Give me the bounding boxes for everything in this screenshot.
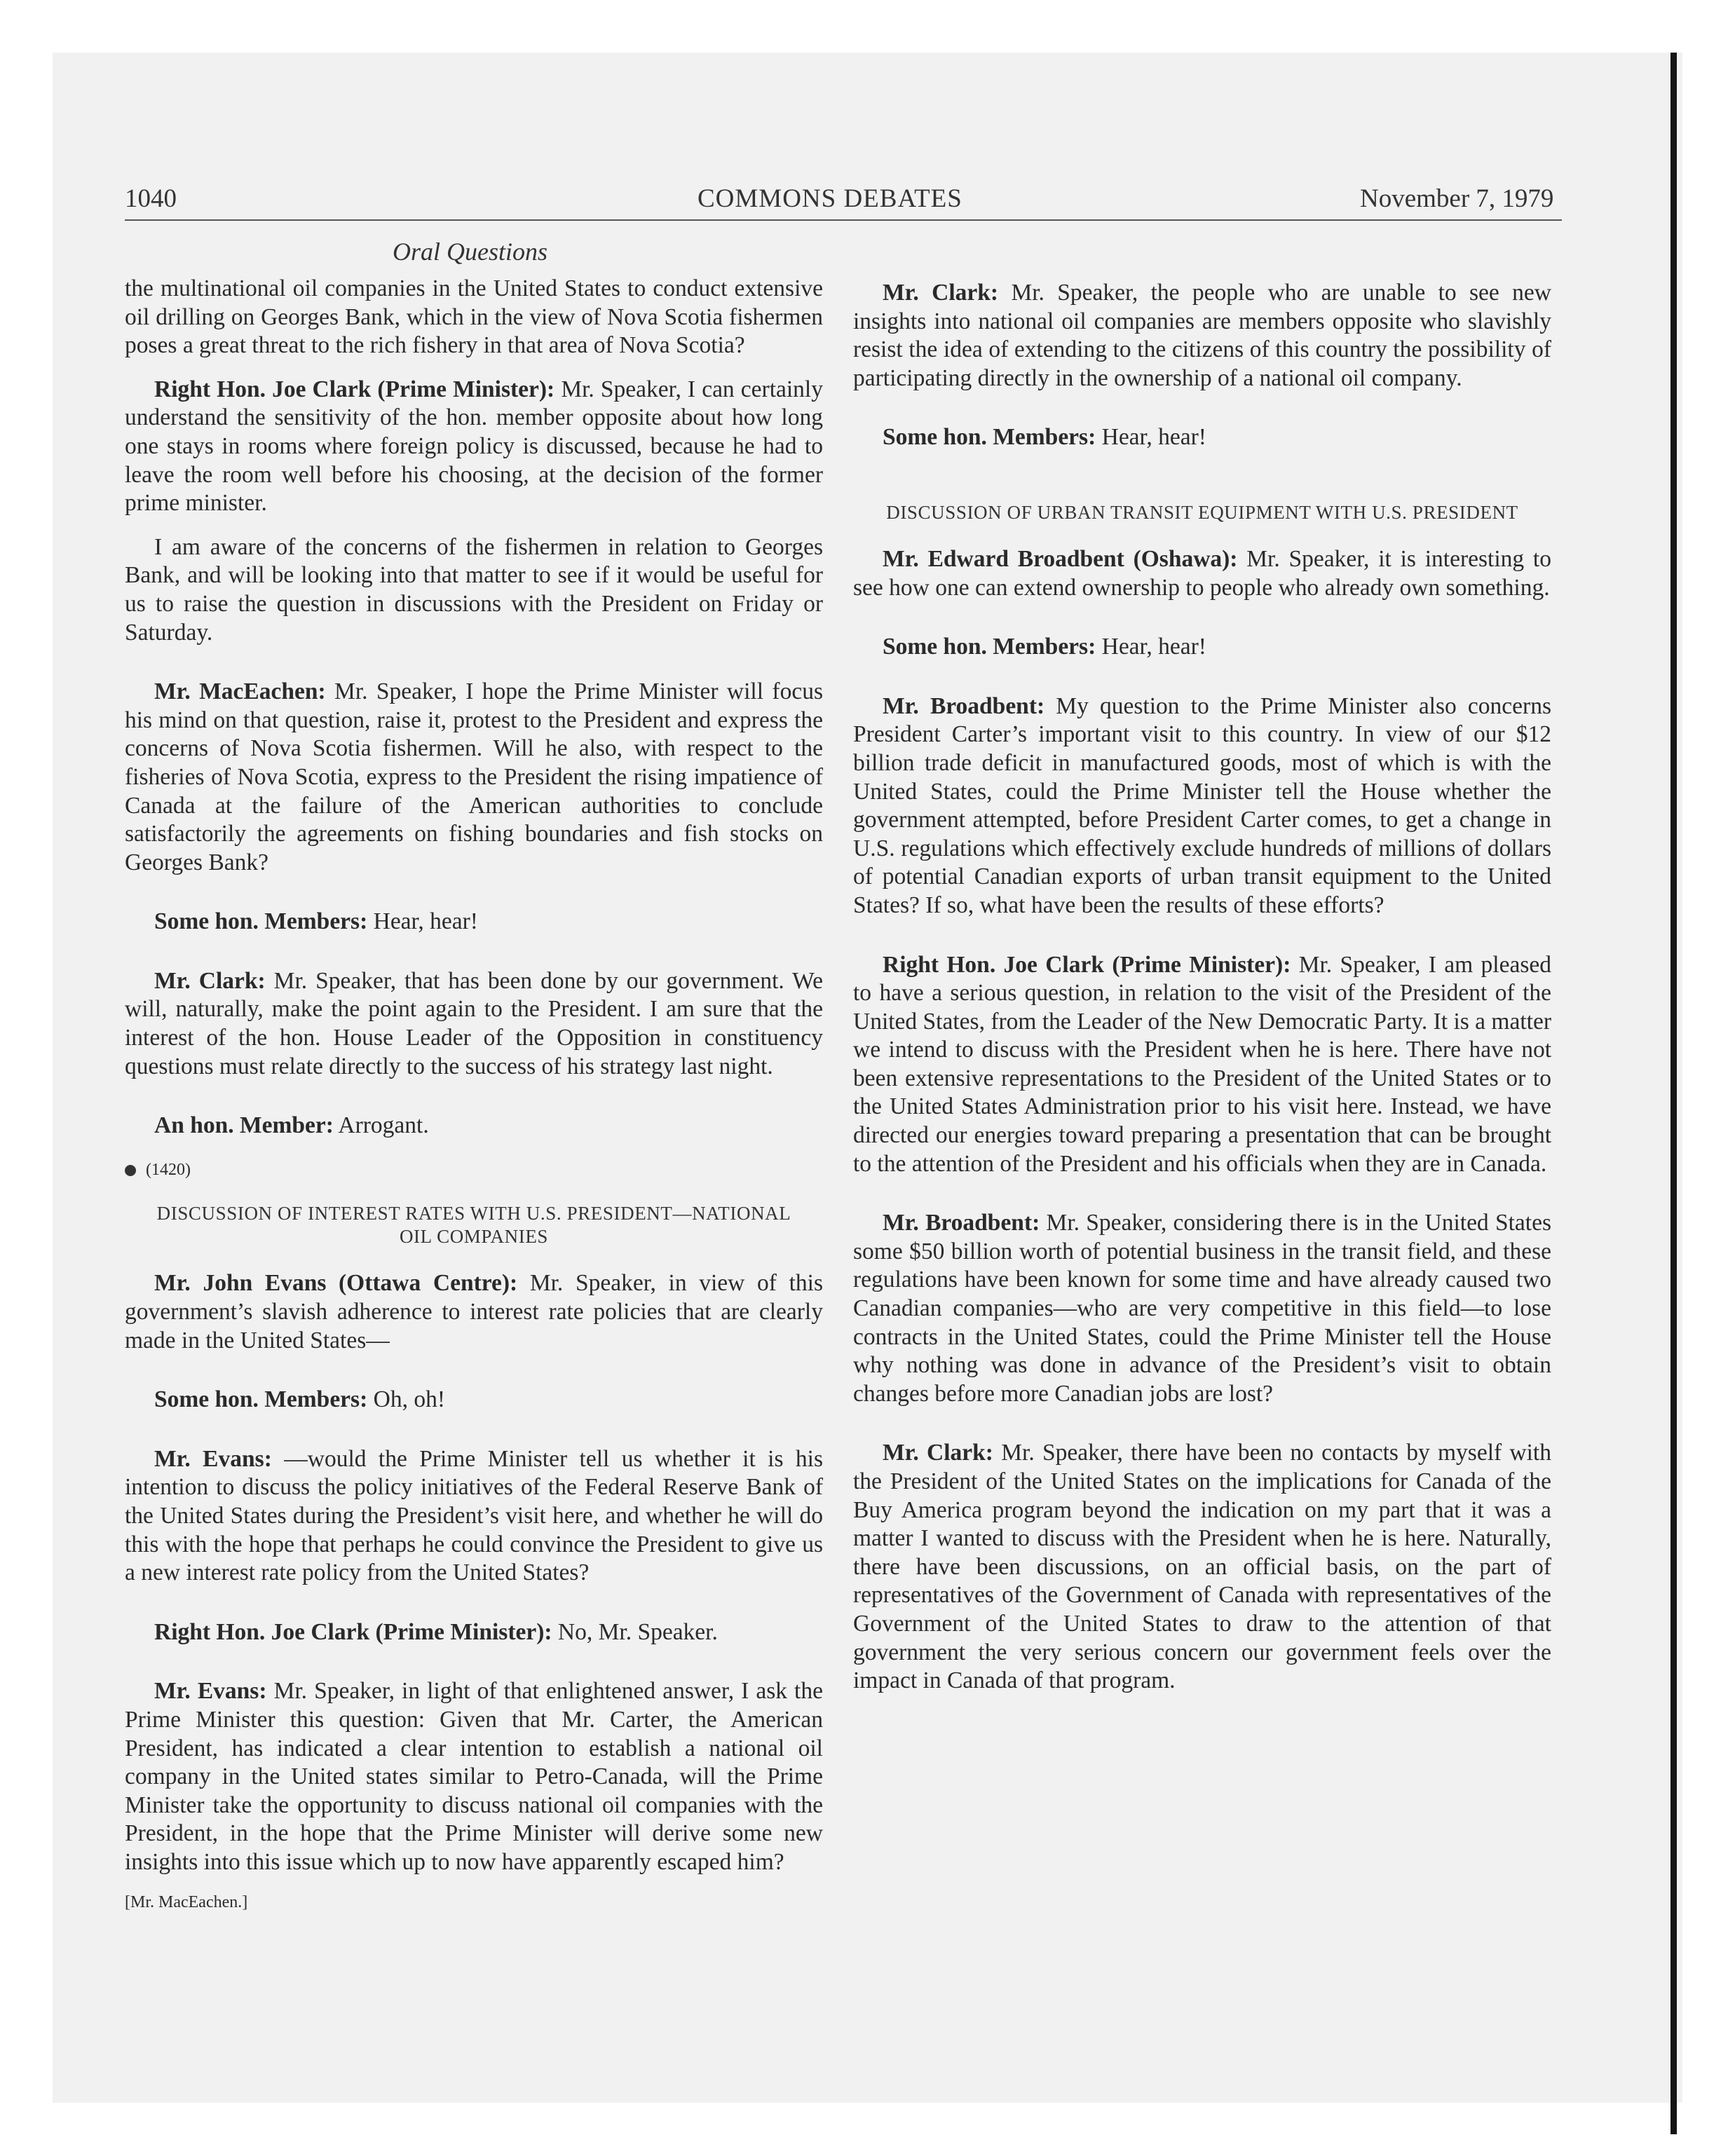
speaker-name: Mr. MacEachen: [154, 678, 326, 705]
paragraph [125, 376, 823, 518]
paragraph [853, 423, 1551, 452]
section-heading: DISCUSSION OF INTEREST RATES WITH U.S. PRESIDENT—NATIONAL OIL COMPANIES [156, 1203, 791, 1248]
paragraph [125, 1386, 823, 1414]
timestamp [125, 1156, 823, 1185]
header-rule [125, 219, 1562, 221]
paragraph [125, 1445, 823, 1588]
left-column [125, 275, 823, 1916]
speech-text: No, Mr. Speaker. [552, 1618, 718, 1645]
paragraph [853, 1209, 1551, 1408]
section-heading: DISCUSSION OF URBAN TRANSIT EQUIPMENT WITH U.S. PRESIDENT [886, 501, 1518, 523]
page-number: 1040 [125, 184, 177, 213]
speech-text: Arrogant. [333, 1112, 429, 1139]
paragraph [853, 1439, 1551, 1695]
speech-text: Mr. Speaker, considering there is in the United States some $50 billion worth of potential business in the transit field, and these regulations have been known for some time and have already caused two Canadian companies—who are very competitive in this field—to lose contracts in the United States, could the Prime Minister tell the House why nothing was done in advance of the President’s visit to obtain changes before more Canadian jobs are lost? [853, 1210, 1551, 1407]
speaker-name: Mr. Broadbent: [883, 1210, 1040, 1236]
speaker-name: Right Hon. Joe Clark (Prime Minister): [883, 951, 1291, 978]
speech-text: Mr. Speaker, I can certainly understand the sensitivity of the hon. member opposite about how long one stays in rooms where foreign policy is discussed, because he had to leave the room well before his choosing, at the decision of the former prime minister. [125, 376, 823, 517]
speaker-name: Mr. Evans: [154, 1445, 272, 1472]
paragraph [853, 951, 1551, 1179]
paragraph [125, 1677, 823, 1876]
speaker-name: Mr. Evans: [154, 1678, 267, 1705]
speaker-name: Mr. Clark: [154, 967, 266, 994]
paragraph [125, 1618, 823, 1647]
speaker-name: An hon. Member: [154, 1112, 334, 1139]
publication-date: November 7, 1979 [1360, 184, 1554, 213]
speech-text: Mr. Speaker, I hope the Prime Minister will focus his mind on that question, raise it, protest to the President and express the concerns of Nova Scotia fishermen. Will he also, with respect to the fisheries of Nova Scotia, express to the President the rising impatience of Canada at the failure of the American authorities to conclude satisfactorily the agreements on fishing boundaries and fish stocks on Georges Bank? [125, 678, 823, 875]
speaker-name: Mr. Clark: [883, 280, 999, 306]
publication-title: COMMONS DEBATES [698, 184, 962, 213]
speaker-name: Mr. Clark: [883, 1440, 993, 1466]
speech-text: Mr. Speaker, in view of this government’s slavish adherence to interest rate policies that are clearly made in the United States— [125, 1270, 823, 1353]
speaker-name: Right Hon. Joe Clark (Prime Minister): [154, 1618, 552, 1645]
speech-text: Mr. Speaker, there have been no contacts by myself with the President of the United States on the implications for Canada of the Buy America program beyond the indication on my part that it was a matter I wanted to discuss with the President when he is here. Naturally, there have been discussions, on an official basis, on the part of representatives of the Government of Canada with representatives of the Government of the United States to draw to the attention of that government the very serious concern our government feels over the impact in Canada of that program. [853, 1440, 1551, 1694]
speaker-name: Some hon. Members: [883, 634, 1096, 660]
paragraph [125, 967, 823, 1081]
speech-text: Hear, hear! [1096, 424, 1206, 451]
speech-text: Oh, oh! [367, 1386, 445, 1413]
speaker-name: Some hon. Members: [154, 908, 368, 935]
speech-text: Mr. Speaker, in light of that enlightened answer, I ask the Prime Minister this question: Given that Mr. Carter, the American President, has indicated a clear intention to establish a national oil company in the United states similar to Petro-Canada, will the Prime Minister take the opportunity to discuss national oil companies with the President, in the hope that the Prime Minister will derive some new insights into this issue which up to now have apparently escaped him? [125, 1678, 823, 1875]
speech-text: Mr. Speaker, I am pleased to have a serious question, in relation to the visit of the President of the United States, from the Leader of the New Democratic Party. It is a matter we intend to discuss with the President when he is here. There have not been extensive representations to the President of the United States or to the United States Administration prior to his visit here. Instead, we have directed our energies toward preparing a presentation that can be brought to the attention of the President and his officials when they are in Canada. [853, 951, 1551, 1177]
paragraph [125, 1269, 823, 1355]
section-label: Oral Questions [393, 238, 548, 266]
bullet-icon [125, 1165, 136, 1176]
right-column [853, 279, 1551, 1711]
paragraph [125, 1112, 823, 1140]
speech-text: —would the Prime Minister tell us whether it is his intention to discuss the policy initiatives of the Federal Reserve Bank of the United States during the President’s visit here, and whether he will do this with the hope that perhaps he could convince the President to give us a new interest rate policy from the United States? [125, 1445, 823, 1586]
speaker-name: Mr. Edward Broadbent (Oshawa): [883, 545, 1238, 572]
speech-text: Mr. Speaker, it is interesting to see how one can extend ownership to people who already own something. [853, 545, 1551, 601]
page-edge-bar [1671, 53, 1677, 2134]
footer-note: [Mr. MacEachen.] [125, 1892, 248, 1911]
speech-text: Mr. Speaker, that has been done by our government. We will, naturally, make the point again to the President. I am sure that the interest of the hon. House Leader of the Opposition in constituency questions must relate directly to the success of his strategy last night. [125, 967, 823, 1079]
speech-text: Mr. Speaker, the people who are unable to see new insights into national oil companies are members opposite who slavishly resist the idea of extending to the citizens of this country the possibility of participating directly in the ownership of a national oil company. [853, 280, 1551, 391]
paragraph: I am aware of the concerns of the fishermen in relation to Georges Bank, and will be looking into that matter to see if it would be useful for us to raise the question in discussions with the President on Friday or Saturday. [125, 533, 823, 646]
speaker-name: Some hon. Members: [154, 1386, 368, 1413]
paragraph [125, 678, 823, 877]
paragraph [125, 908, 823, 936]
paragraph [853, 633, 1551, 662]
speaker-name: Mr. Broadbent: [883, 692, 1045, 719]
speech-text: Hear, hear! [367, 908, 478, 935]
speaker-name: Right Hon. Joe Clark (Prime Minister): [154, 376, 555, 402]
paragraph [853, 692, 1551, 920]
speaker-name: Some hon. Members: [883, 424, 1096, 451]
paragraph: the multinational oil companies in the United States to conduct extensive oil drilling on Georges Bank, which in the view of Nova Scotia fishermen poses a great threat to the rich fishery in that area of Nova Scotia? [125, 275, 823, 359]
speech-text: Hear, hear! [1096, 634, 1206, 660]
paragraph [853, 279, 1551, 393]
paragraph [853, 545, 1551, 602]
speech-text: My question to the Prime Minister also concerns President Carter’s important visit to this country. In view of our $12 billion trade deficit in manufactured goods, most of which is with the United States, could the Prime Minister tell the House whether the government attempted, before President Carter comes, to get a change in U.S. regulations which effectively exclude hundreds of millions of dollars of potential Canadian exports of urban transit equipment to the United States? If so, what have been the results of these efforts? [853, 692, 1551, 918]
speaker-name: Mr. John Evans (Ottawa Centre): [154, 1270, 518, 1297]
timestamp-text: (1420) [146, 1160, 191, 1179]
